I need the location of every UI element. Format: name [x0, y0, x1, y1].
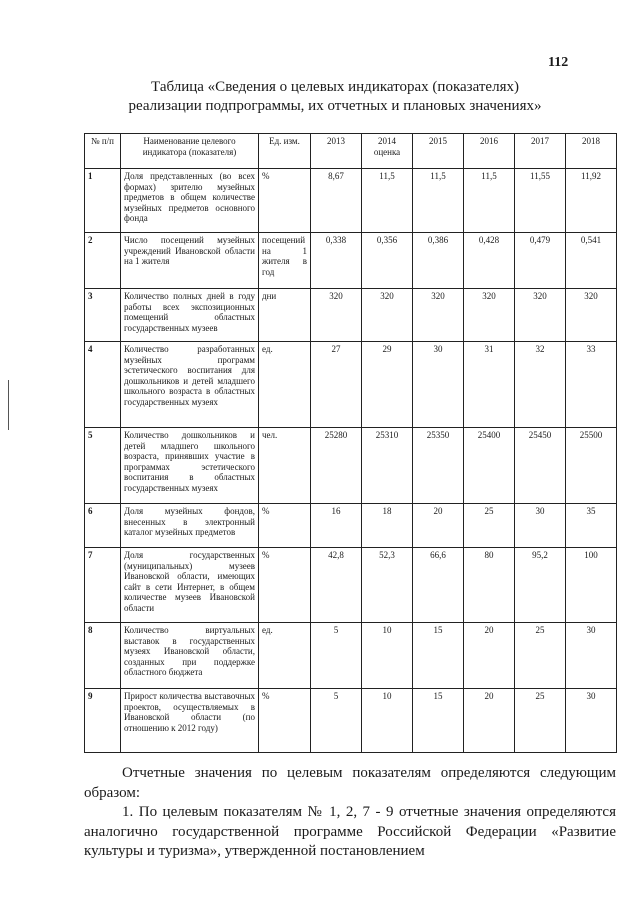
row-value: 66,6	[413, 548, 464, 623]
row-unit: %	[259, 689, 311, 753]
row-value: 35	[566, 504, 617, 548]
row-value: 20	[464, 689, 515, 753]
table-row	[85, 689, 617, 753]
table-header-row	[85, 134, 617, 169]
table-row	[85, 233, 617, 289]
row-num: 7	[85, 548, 121, 623]
row-name: Количество виртуальных выставок в государственных музеях Ивановской области, созданных при поддержке областного бюджета	[121, 623, 259, 689]
row-value: 11,5	[464, 169, 515, 233]
row-value: 30	[566, 623, 617, 689]
row-value: 100	[566, 548, 617, 623]
row-value: 5	[311, 689, 362, 753]
row-value: 33	[566, 342, 617, 428]
header-unit: Ед. изм.	[259, 134, 311, 169]
header-num: № п/п	[85, 134, 121, 169]
row-unit: %	[259, 548, 311, 623]
header-year: 2017	[515, 134, 566, 169]
row-num: 3	[85, 289, 121, 342]
table-title-line-2: реализации подпрограммы, их отчетных и плановых значениях»	[128, 98, 542, 114]
row-value: 20	[464, 623, 515, 689]
row-name: Доля представленных (во всех формах) зрителю музейных предметов в общем количестве музейных предметов основного фонда	[121, 169, 259, 233]
table-title	[100, 78, 570, 116]
row-value: 16	[311, 504, 362, 548]
row-unit: дни	[259, 289, 311, 342]
row-value: 320	[464, 289, 515, 342]
margin-mark	[8, 380, 9, 430]
row-value: 320	[566, 289, 617, 342]
row-num: 8	[85, 623, 121, 689]
row-value: 320	[362, 289, 413, 342]
header-year: 2014 оценка	[362, 134, 413, 169]
row-num: 1	[85, 169, 121, 233]
header-name: Наименование целевого индикатора (показателя)	[121, 134, 259, 169]
row-value: 30	[515, 504, 566, 548]
row-unit: ед.	[259, 623, 311, 689]
row-unit: %	[259, 169, 311, 233]
row-name: Число посещений музейных учреждений Ивановской области на 1 жителя	[121, 233, 259, 289]
row-value: 20	[413, 504, 464, 548]
row-value: 0,479	[515, 233, 566, 289]
row-value: 32	[515, 342, 566, 428]
row-value: 95,2	[515, 548, 566, 623]
row-num: 9	[85, 689, 121, 753]
row-value: 11,5	[362, 169, 413, 233]
row-unit: %	[259, 504, 311, 548]
row-value: 5	[311, 623, 362, 689]
header-year: 2015	[413, 134, 464, 169]
paragraph-reporting-values: Отчетные значения по целевым показателям определяются следующим образом:	[84, 765, 616, 801]
row-value: 31	[464, 342, 515, 428]
row-value: 42,8	[311, 548, 362, 623]
row-value: 30	[413, 342, 464, 428]
row-value: 25	[515, 689, 566, 753]
row-value: 29	[362, 342, 413, 428]
row-num: 5	[85, 428, 121, 504]
table-row	[85, 504, 617, 548]
row-name: Доля государственных (муниципальных) музеев Ивановской области, имеющих сайт в сети Интернет, в общем количестве музеев Ивановской области	[121, 548, 259, 623]
row-unit: ед.	[259, 342, 311, 428]
table-row	[85, 342, 617, 428]
paragraph-indicators-method: 1. По целевым показателям № 1, 2, 7 - 9 отчетные значения определяются аналогично государственной программе Российской Федерации «Развитие культуры и туризма», утвержденной постановлением	[84, 804, 616, 859]
row-value: 25	[515, 623, 566, 689]
row-value: 27	[311, 342, 362, 428]
row-value: 0,541	[566, 233, 617, 289]
row-num: 4	[85, 342, 121, 428]
row-name: Прирост количества выставочных проектов, осуществляемых в Ивановской области (по отношению к 2012 году)	[121, 689, 259, 753]
row-name: Количество дошкольников и детей младшего школьного возраста, принявших участие в программах эстетического воспитания в областных государственных музеях	[121, 428, 259, 504]
row-value: 0,356	[362, 233, 413, 289]
row-value: 10	[362, 689, 413, 753]
row-value: 11,5	[413, 169, 464, 233]
row-value: 25310	[362, 428, 413, 504]
row-value: 15	[413, 689, 464, 753]
row-value: 0,428	[464, 233, 515, 289]
row-value: 25400	[464, 428, 515, 504]
row-value: 25450	[515, 428, 566, 504]
row-value: 8,67	[311, 169, 362, 233]
row-unit: чел.	[259, 428, 311, 504]
row-value: 30	[566, 689, 617, 753]
row-value: 15	[413, 623, 464, 689]
row-num: 6	[85, 504, 121, 548]
table-row	[85, 623, 617, 689]
row-unit: посещений на 1 жителя в год	[259, 233, 311, 289]
row-value: 0,338	[311, 233, 362, 289]
row-value: 11,92	[566, 169, 617, 233]
row-value: 25500	[566, 428, 617, 504]
row-value: 25	[464, 504, 515, 548]
table-title-line-1: Таблица «Сведения о целевых индикаторах (показателях)	[151, 79, 519, 95]
row-value: 0,386	[413, 233, 464, 289]
row-name: Доля музейных фондов, внесенных в электронный каталог музейных предметов	[121, 504, 259, 548]
row-value: 18	[362, 504, 413, 548]
row-value: 11,55	[515, 169, 566, 233]
row-name: Количество полных дней в году работы всех экспозиционных помещений областных государственных музеев	[121, 289, 259, 342]
row-num: 2	[85, 233, 121, 289]
header-year: 2013	[311, 134, 362, 169]
table-row	[85, 289, 617, 342]
row-value: 25350	[413, 428, 464, 504]
row-value: 320	[311, 289, 362, 342]
header-year: 2018	[566, 134, 617, 169]
table-row	[85, 428, 617, 504]
row-value: 320	[515, 289, 566, 342]
indicators-table	[84, 133, 617, 753]
table-row	[85, 169, 617, 233]
row-value: 52,3	[362, 548, 413, 623]
header-year: 2016	[464, 134, 515, 169]
page-number: 112	[548, 55, 569, 70]
row-value: 80	[464, 548, 515, 623]
table-row	[85, 548, 617, 623]
row-value: 320	[413, 289, 464, 342]
row-name: Количество разработанных музейных программ эстетического воспитания для дошкольников и детей младшего школьного возраста в областных государственных музеях	[121, 342, 259, 428]
row-value: 10	[362, 623, 413, 689]
row-value: 25280	[311, 428, 362, 504]
